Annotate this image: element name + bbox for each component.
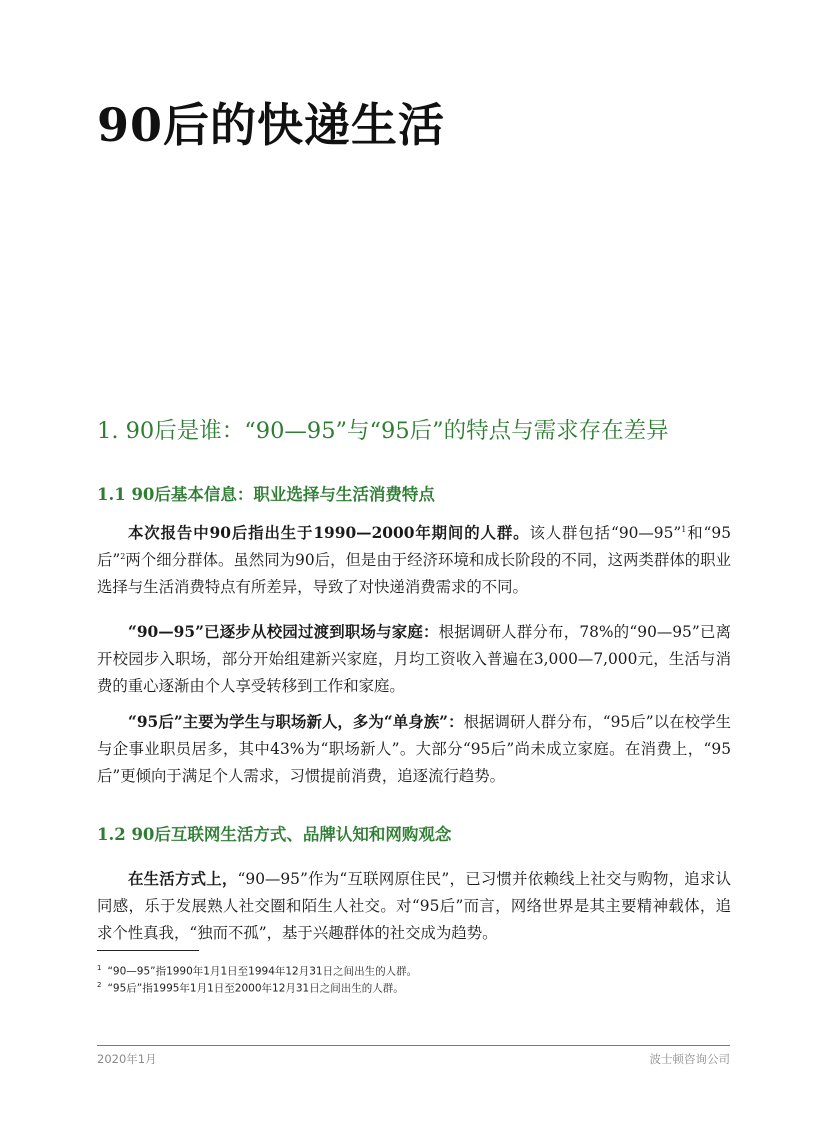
footnote-ref-1[interactable]: 1 — [681, 524, 687, 534]
paragraph-lead: “90—95”已逐步从校园过渡到职场与家庭： — [128, 623, 439, 641]
paragraph-90-95 — [97, 619, 731, 700]
paragraph-text: 根据调研人群分布，78%的“90—95”已离开校园步入职场，部分开始组建新兴家庭，月均工资收入普遍在3,000—7,000元，生活与消费的重心逐渐由个人享受转移到工作和家庭。 — [97, 623, 731, 695]
paragraph-text: 两个细分群体。虽然同为90后，但是由于经济环境和成长阶段的不同，这两类群体的职业选择与生活消费特点有所差异，导致了对快递消费需求的不同。 — [97, 551, 731, 596]
footnote-divider — [97, 950, 199, 951]
paragraph-lead: 在生活方式上， — [128, 870, 238, 888]
footer-divider — [97, 1045, 730, 1046]
document-title: 90后的快递生活 — [97, 98, 446, 152]
paragraph-text: 该人群包括“90—95” — [529, 524, 682, 542]
footnote-text: “90—95”指1990年1月1日至1994年12月31日之间出生的人群。 — [107, 965, 418, 978]
subsection-heading-1-2: 1.2 90后互联网生活方式、品牌认知和网购观念 — [97, 825, 452, 844]
paragraph-95-after — [97, 709, 731, 790]
paragraph-definition — [97, 520, 731, 601]
paragraph-lead: 本次报告中90后指出生于1990—2000年期间的人群。 — [128, 524, 530, 542]
footer-company: 波士顿咨询公司 — [649, 1052, 730, 1066]
footnote-2 — [97, 977, 404, 997]
footnote-text: “95后”指1995年1月1日至2000年12月31日之间出生的人群。 — [107, 982, 404, 995]
section-heading: 1. 90后是谁：“90—95”与“95后”的特点与需求存在差异 — [97, 418, 669, 444]
paragraph-text: “90—95”作为“互联网原住民”，已习惯并依赖线上社交与购物，追求认同感，乐于发展熟人社交圈和陌生人社交。对“95后”而言，网络世界是其主要精神载体，追求个性真我，“独而不孤”，基于兴趣群体的社交成为趋势。 — [97, 870, 731, 942]
paragraph-lead: “95后”主要为学生与职场新人，多为“单身族”： — [128, 713, 464, 731]
footnote-ref-2[interactable]: 2 — [120, 551, 126, 561]
paragraph-text: 和“95后” — [97, 524, 732, 569]
footer-date: 2020年1月 — [97, 1052, 157, 1066]
paragraph-lifestyle — [97, 866, 731, 947]
paragraph-text: 根据调研人群分布，“95后”以在校学生与企事业职员居多，其中43%为“职场新人”。大部分“95后”尚未成立家庭。在消费上，“95后”更倾向于满足个人需求，习惯提前消费，追逐流行趋势。 — [97, 713, 731, 785]
footnote-mark: 1 — [97, 964, 102, 972]
footnote-mark: 2 — [97, 981, 102, 989]
subsection-heading-1-1: 1.1 90后基本信息：职业选择与生活消费特点 — [97, 485, 435, 504]
